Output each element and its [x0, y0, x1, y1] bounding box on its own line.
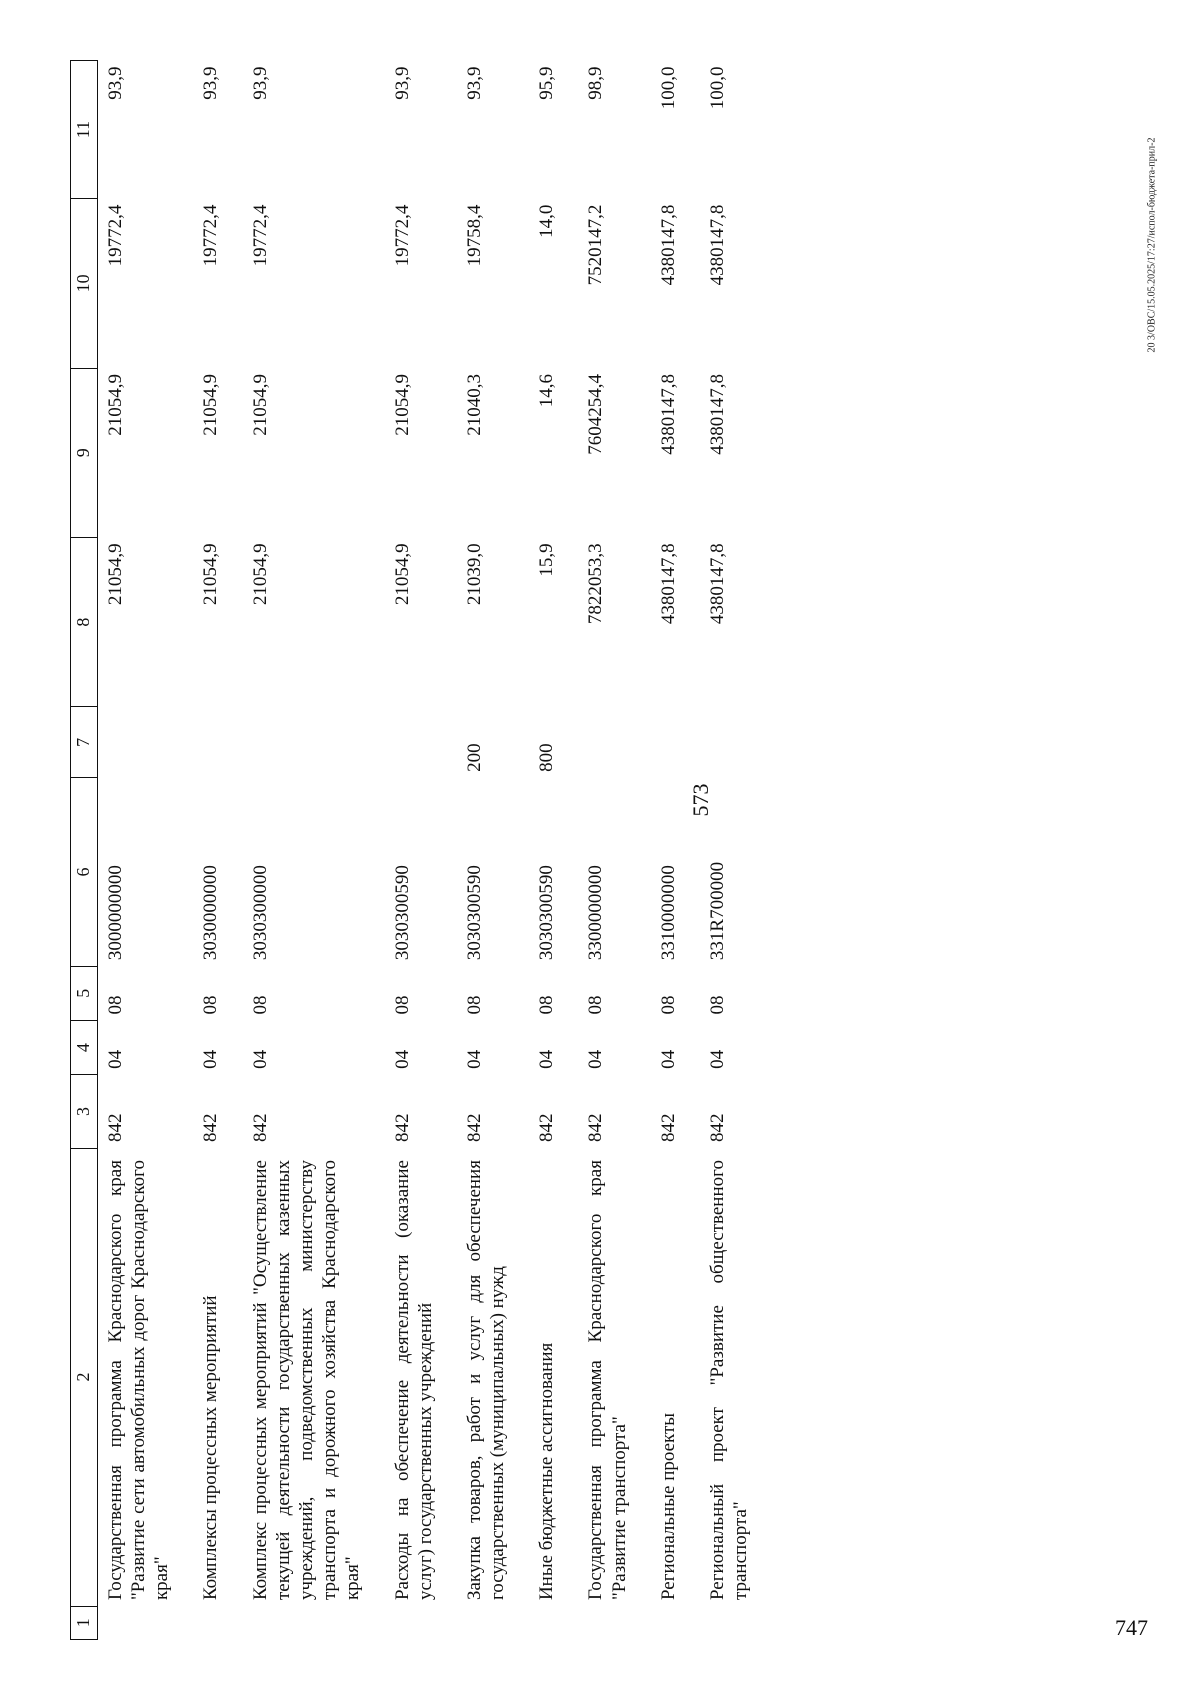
cell-c10: 19772,4 [391, 204, 413, 267]
cell-c3: 842 [463, 1113, 485, 1143]
header-col-8: 8 [71, 537, 98, 706]
cell-c6: 3030300000 [249, 865, 271, 961]
document-code: 20 3/ОВС/15.05.2025/17:27/испол-бюджета-прил-2 [1146, 137, 1158, 353]
cell-c10: 7520147,2 [585, 204, 607, 286]
cell-c2: Государственная программа Краснодарского края "Развитие сети автомобильных дорог Краснодарского края" [104, 1160, 173, 1601]
cell-c6: 3030300590 [391, 865, 413, 961]
cell-c5: 08 [536, 995, 558, 1015]
cell-c9: 21054,9 [249, 374, 271, 436]
cell-c10: 19772,4 [249, 204, 271, 267]
cell-c5: 08 [706, 995, 728, 1015]
budget-table [70, 60, 772, 1640]
header-col-6: 6 [71, 778, 98, 966]
cell-c7: 200 [463, 743, 485, 772]
cell-c1 [97, 1606, 193, 1639]
cell-c4: 04 [249, 1049, 271, 1069]
cell-c2: Закупка товаров, работ и услуг для обеспечения государственных (муниципальных) нужд [463, 1160, 509, 1601]
table-row [651, 61, 700, 1640]
cell-c1 [457, 1606, 529, 1639]
table-header [71, 61, 98, 1640]
cell-c3: 842 [657, 1113, 679, 1143]
cell-c10: 4380147,8 [706, 204, 728, 286]
cell-c9: 7604254,4 [585, 374, 607, 455]
cell-c11: 98,9 [585, 66, 607, 100]
cell-c11: 93,9 [249, 66, 271, 100]
cell-c1 [578, 1606, 650, 1639]
cell-c9: 21040,3 [463, 374, 485, 436]
cell-c7 [243, 707, 385, 778]
cell-c11: 93,9 [104, 66, 126, 100]
cell-c3: 842 [585, 1113, 607, 1143]
cell-c4: 04 [200, 1049, 222, 1069]
header-col-11: 11 [71, 61, 98, 199]
cell-c1 [243, 1606, 385, 1639]
table-row [457, 61, 529, 1640]
header-col-3: 3 [71, 1075, 98, 1148]
cell-c10: 19772,4 [104, 204, 126, 267]
header-col-9: 9 [71, 368, 98, 537]
cell-c2: Комплекс процессных мероприятий "Осуществление текущей деятельности государственных казенных учреждений, подведомственных министерству транспорта и дорожного хозяйства Краснодарского края" [249, 1160, 364, 1601]
cell-c8: 15,9 [536, 543, 558, 577]
cell-c5: 08 [249, 995, 271, 1015]
header-col-2: 2 [71, 1148, 98, 1606]
cell-c3: 842 [536, 1113, 558, 1143]
cell-c7 [651, 707, 700, 778]
cell-c9: 4380147,8 [657, 374, 679, 455]
header-col-10: 10 [71, 199, 98, 368]
cell-c10: 4380147,8 [657, 204, 679, 286]
cell-c4: 04 [104, 1049, 126, 1069]
cell-c7 [193, 707, 242, 778]
cell-c6: 331R700000 [706, 861, 728, 961]
cell-c9: 21054,9 [391, 374, 413, 436]
cell-c2: Региональный проект "Развитие общественного транспорта" [706, 1160, 752, 1601]
cell-c8: 7822053,3 [585, 543, 607, 625]
cell-c6: 3000000000 [104, 865, 126, 961]
cell-c2: Региональные проекты [657, 1412, 679, 1601]
cell-c4: 04 [657, 1049, 679, 1069]
sheet-number: 747 [1115, 1615, 1148, 1640]
cell-c5: 08 [104, 995, 126, 1015]
table-row [193, 61, 242, 1640]
cell-c3: 842 [391, 1113, 413, 1143]
cell-c6: 3310000000 [657, 865, 679, 961]
cell-c7: 800 [536, 743, 558, 772]
cell-c6: 3030000000 [200, 865, 222, 961]
cell-c2: Расходы на обеспечение деятельности (оказание услуг) государственных учреждений [391, 1160, 436, 1601]
cell-c7 [700, 707, 772, 778]
cell-c5: 08 [391, 995, 413, 1015]
cell-c10: 19758,4 [463, 204, 485, 267]
cell-c4: 04 [391, 1049, 413, 1069]
cell-c5: 08 [657, 995, 679, 1015]
cell-c8: 21054,9 [249, 543, 271, 606]
cell-c8: 21054,9 [104, 543, 126, 606]
cell-c9: 21054,9 [104, 374, 126, 436]
header-col-7: 7 [71, 707, 98, 778]
cell-c10: 19772,4 [200, 204, 222, 267]
table-row [243, 61, 385, 1640]
table-row [700, 61, 772, 1640]
cell-c2: Иные бюджетные ассигнования [536, 1342, 558, 1601]
cell-c7 [385, 707, 457, 778]
cell-c11: 93,9 [200, 66, 222, 100]
header-col-5: 5 [71, 966, 98, 1020]
cell-c5: 08 [463, 995, 485, 1015]
cell-c10: 14,0 [536, 204, 558, 238]
cell-c7 [97, 707, 193, 778]
table-row [97, 61, 193, 1640]
table-body [97, 61, 772, 1640]
header-col-1: 1 [71, 1606, 98, 1639]
cell-c4: 04 [463, 1049, 485, 1069]
cell-c1 [385, 1606, 457, 1639]
cell-c6: 3300000000 [585, 865, 607, 961]
cell-c9: 14,6 [536, 374, 558, 408]
cell-c1 [193, 1606, 242, 1639]
cell-c11: 95,9 [536, 66, 558, 100]
cell-c4: 04 [536, 1049, 558, 1069]
cell-c8: 4380147,8 [706, 543, 728, 625]
cell-c6: 3030300590 [463, 865, 485, 961]
cell-c9: 21054,9 [200, 374, 222, 436]
cell-c11: 93,9 [463, 66, 485, 100]
header-col-4: 4 [71, 1020, 98, 1074]
cell-c3: 842 [249, 1113, 271, 1143]
cell-c3: 842 [706, 1113, 728, 1143]
cell-c3: 842 [200, 1113, 222, 1143]
cell-c8: 21054,9 [391, 543, 413, 606]
cell-c2: Государственная программа Краснодарского края "Развитие транспорта" [585, 1160, 630, 1601]
cell-c8: 21054,9 [200, 543, 222, 606]
cell-c4: 04 [585, 1049, 607, 1069]
cell-c8: 21039,0 [463, 543, 485, 606]
cell-c7 [578, 707, 650, 778]
cell-c3: 842 [104, 1113, 126, 1143]
cell-c1 [529, 1606, 578, 1639]
cell-c11: 100,0 [706, 66, 728, 110]
cell-c5: 08 [200, 995, 222, 1015]
table-row [578, 61, 650, 1640]
cell-c11: 93,9 [391, 66, 413, 100]
cell-c1 [651, 1606, 700, 1639]
table-row [529, 61, 578, 1640]
cell-c5: 08 [585, 995, 607, 1015]
rotated-table-wrapper [70, 60, 1110, 1640]
cell-c4: 04 [706, 1049, 728, 1069]
cell-c11: 100,0 [657, 66, 679, 110]
cell-c2: Комплексы процессных мероприятий [200, 1295, 222, 1601]
header-row [71, 61, 98, 1640]
cell-c6: 3030300590 [536, 865, 558, 961]
cell-c9: 4380147,8 [706, 374, 728, 455]
page-number: 573 [688, 783, 713, 817]
table-row [385, 61, 457, 1640]
cell-c1 [700, 1606, 772, 1639]
cell-c8: 4380147,8 [657, 543, 679, 625]
